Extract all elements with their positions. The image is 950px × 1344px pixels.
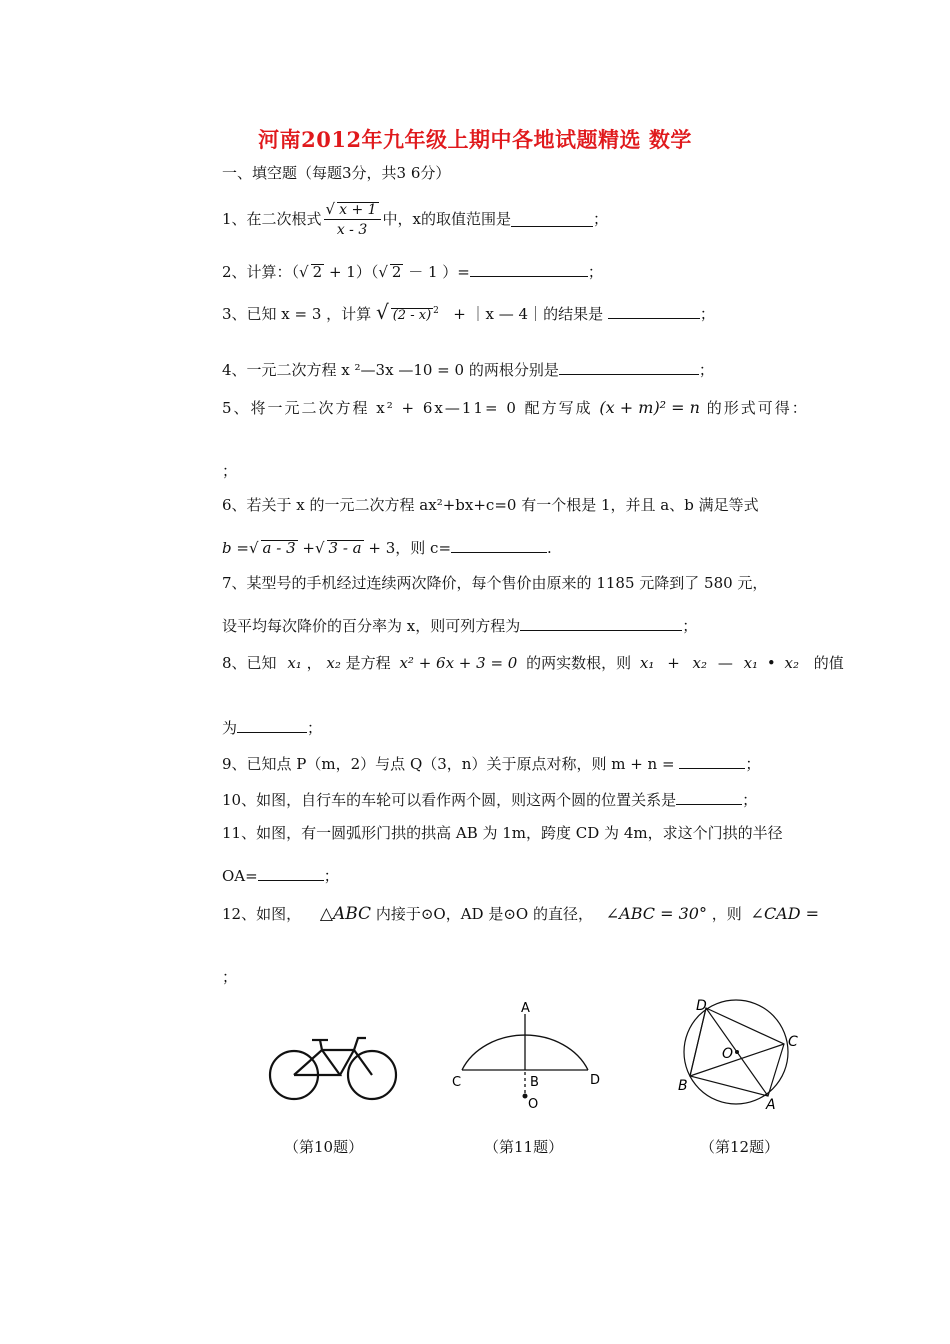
caption-figure-10: （第10题） — [284, 1138, 364, 1156]
q6-radicand-2: 3 - a — [328, 539, 362, 557]
question-7-line-2: 设平均每次降价的百分率为 x，则可列方程为 ； — [222, 617, 698, 635]
q1-numerator: x + 1 — [339, 202, 377, 218]
bicycle-figure — [268, 1028, 400, 1102]
question-3: 3、已知 x = 3 ，计算 √ (2 - x) $^2$ + ｜x — 4｜的结果是 ； — [222, 300, 715, 324]
question-4: 4、一元二次方程 x ²—3x —10 = 0 的两根分别是 ； — [222, 361, 714, 379]
label-d: D — [696, 998, 707, 1014]
q4-answer-blank[interactable] — [559, 360, 699, 375]
question-10: 10、如图，自行车的车轮可以看作两个圆，则这两个圆的位置关系是 ； — [222, 791, 758, 809]
label-a: A — [521, 1001, 530, 1016]
q5-equation: (x + m)² = n — [599, 398, 700, 417]
q12-end: ； — [222, 968, 238, 986]
bicycle-handlebar — [354, 1038, 366, 1050]
label-a: A — [766, 1097, 776, 1113]
q7-answer-blank[interactable] — [520, 616, 682, 631]
q2-radicand-2: 2 — [391, 263, 402, 281]
chord-bc — [690, 1044, 784, 1076]
q8-equation: x² + 6x + 3 = 0 — [399, 654, 518, 672]
question-11-line-1: 11、如图，有一圆弧形门拱的拱高 AB 为 1m，跨度 CD 为 4m，求这个门拱的半径 — [222, 824, 783, 842]
label-b: B — [530, 1075, 539, 1090]
caption-figure-12: （第12题） — [700, 1138, 780, 1156]
q1-post: 中，x的取值范围是 — [382, 210, 512, 228]
caption-figure-11: （第11题） — [484, 1138, 564, 1156]
question-6-line-2: b =√ a - 3 +√ 3 - a + 3，则 c= . — [222, 539, 552, 557]
question-11-line-2: OA= ； — [222, 867, 339, 885]
center-o-point — [523, 1094, 528, 1099]
question-8-line-2: 为 ； — [222, 719, 323, 737]
q3-radicand: (2 - x) — [392, 308, 432, 323]
q1-answer-blank[interactable] — [511, 212, 593, 227]
q3-answer-blank[interactable] — [608, 304, 700, 319]
question-9: 9、已知点 P（m，2）与点 Q（3，n）关于原点对称，则 m + n = ； — [222, 755, 761, 773]
question-6-line-1: 6、若关于 x 的一元二次方程 ax²+bx+c=0 有一个根是 1，并且 a、b 满足等式 — [222, 496, 759, 514]
label-b: B — [678, 1078, 688, 1094]
q11-answer-blank[interactable] — [258, 866, 324, 881]
q6-answer-blank[interactable] — [451, 538, 547, 553]
q1-fraction: $\frac{√ x + 1}{x - 3}$ — [324, 202, 381, 237]
question-7-line-1: 7、某型号的手机经过连续两次降价，每个售价由原来的 1185 元降到了 580 元， — [222, 574, 768, 592]
q1-pre: 1、在二次根式 — [222, 210, 322, 228]
q9-answer-blank[interactable] — [679, 754, 745, 769]
label-o: O — [722, 1046, 734, 1062]
arch-figure — [450, 1000, 610, 1112]
q10-answer-blank[interactable] — [676, 790, 742, 805]
question-1: 1、在二次根式 $\frac{√ x + 1}{x - 3}$ 中，x的取值范围是 ； — [222, 200, 609, 238]
center-point — [735, 1050, 739, 1054]
question-8-line-1: 8、已知 x₁ ， x₂ 是方程 x² + 6x + 3 = 0 的两实数根，则 x₁ + x₂ — x₁ • x₂ 的值 — [222, 654, 844, 672]
q6-radicand-1: a - 3 — [262, 539, 296, 557]
section-heading: 一、填空题（每题3分，共3 6分） — [222, 164, 451, 182]
q2-answer-blank[interactable] — [470, 262, 588, 277]
label-d: D — [590, 1073, 601, 1088]
label-c: C — [452, 1075, 462, 1090]
page-title: 河南2012年九年级上期中各地试题精选 数学 — [258, 127, 692, 152]
question-5: 5、将一元二次方程 x² + 6x—11= 0 配方写成 (x + m)² = n 的形式可得： — [222, 398, 809, 417]
q5-end: ； — [222, 462, 238, 480]
label-c: C — [788, 1034, 798, 1050]
label-o: O — [528, 1097, 539, 1112]
q8-answer-blank[interactable] — [237, 718, 307, 733]
question-2: 2、计算：（√ 2 + 1）（√ 2 － 1 ）= ； — [222, 263, 603, 281]
circle-triangle-figure — [676, 994, 806, 1114]
question-12: 12、如图， △ABC 内接于⊙O，AD 是⊙O 的直径， ∠ABC = 30° ，则 ∠CAD = — [222, 904, 820, 924]
q2-radicand-1: 2 — [312, 263, 323, 281]
q1-denominator: x - 3 — [336, 222, 368, 238]
